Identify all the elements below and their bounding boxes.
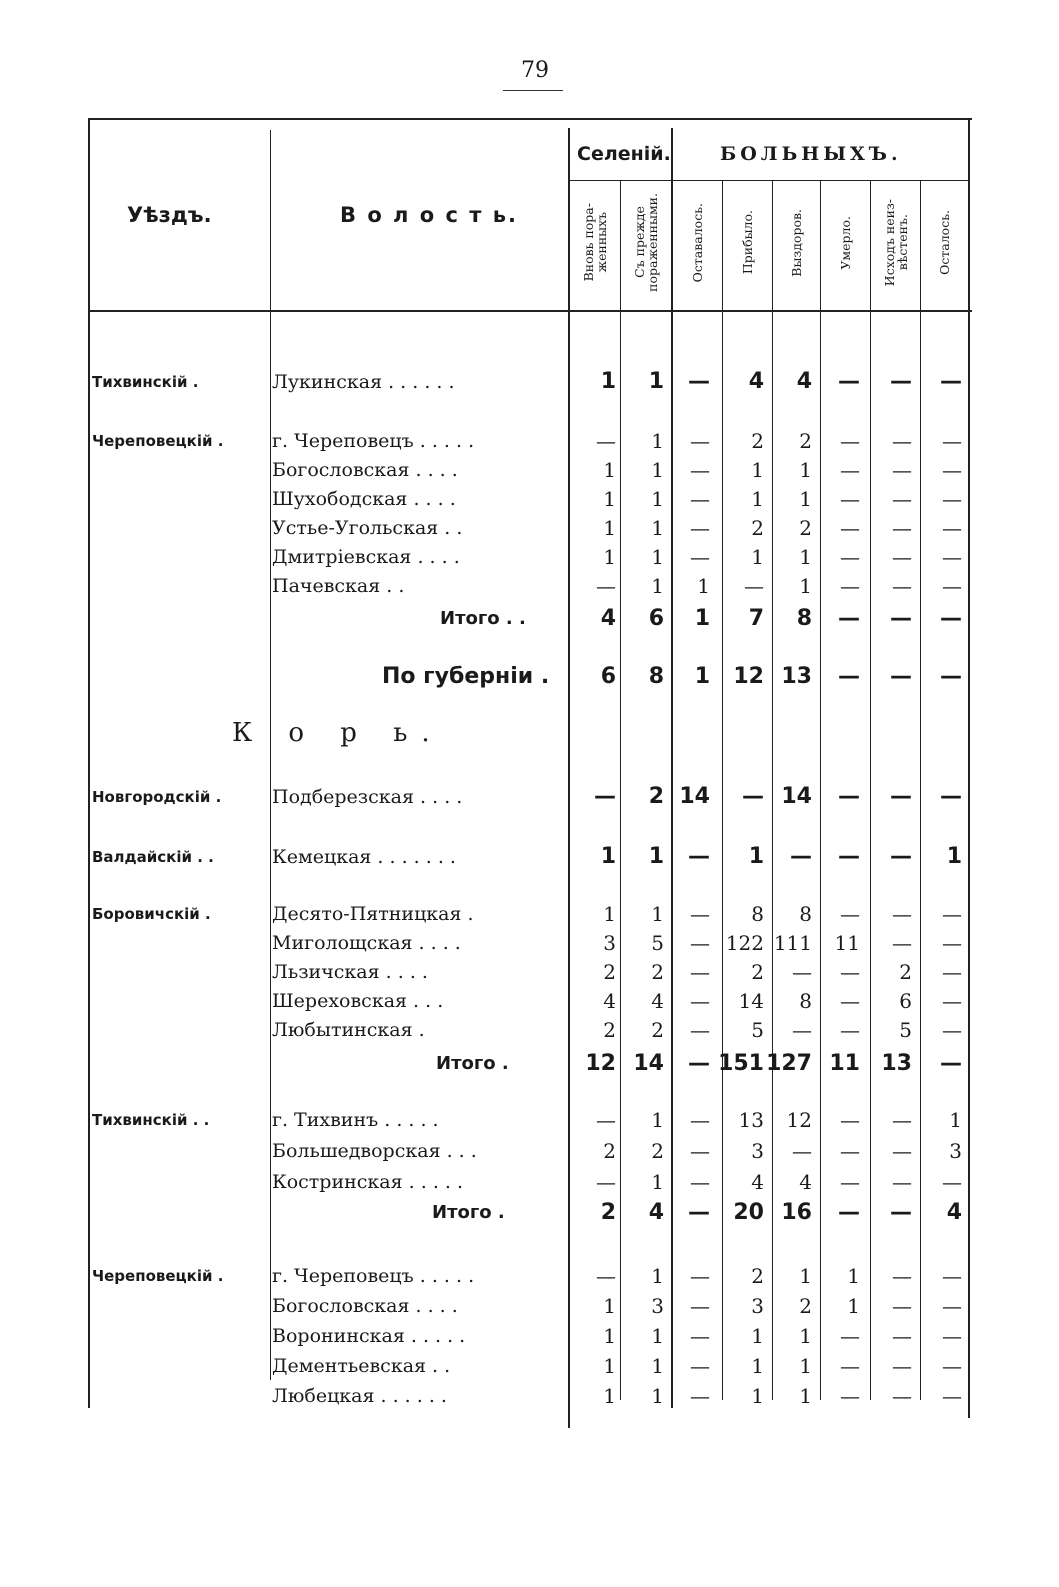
table-row: [0, 1106, 1059, 1134]
value-cell: —: [792, 1139, 812, 1163]
value-cell: —: [690, 1170, 710, 1194]
uezd-name: Тихвинскій . .: [92, 1111, 210, 1129]
value-cell: —: [596, 1264, 616, 1288]
value-cell: —: [892, 1324, 912, 1348]
value-cell: 8: [796, 606, 812, 631]
value-cell: —: [890, 844, 912, 869]
value-cell: —: [840, 1324, 860, 1348]
volost-name: Богословская . . . .: [272, 1295, 458, 1317]
volost-name: Миголощская . . . .: [272, 932, 461, 954]
value-cell: —: [838, 784, 860, 809]
value-cell: —: [790, 844, 812, 869]
header-bolnykh: БОЛЬНЫХЪ.: [720, 143, 902, 165]
uezd-name: Валдайскій . .: [92, 848, 214, 866]
value-cell: —: [942, 1384, 962, 1408]
value-cell: 1: [603, 1354, 616, 1378]
value-cell: 1: [651, 429, 664, 453]
value-cell: 1: [651, 487, 664, 511]
value-cell: —: [892, 429, 912, 453]
value-cell: —: [942, 574, 962, 598]
value-cell: —: [690, 902, 710, 926]
value-cell: —: [690, 1294, 710, 1318]
value-cell: 3: [949, 1139, 962, 1163]
value-cell: —: [690, 545, 710, 569]
value-cell: 2: [603, 1018, 616, 1042]
value-cell: —: [890, 369, 912, 394]
value-cell: 1: [651, 902, 664, 926]
volost-name: Шухободская . . . .: [272, 488, 456, 510]
value-cell: 3: [751, 1139, 764, 1163]
value-cell: 2: [751, 516, 764, 540]
value-cell: —: [840, 1018, 860, 1042]
volost-name: Воронинская . . . . .: [272, 1325, 466, 1347]
value-cell: —: [838, 1200, 860, 1225]
value-cell: —: [942, 1324, 962, 1348]
value-cell: —: [940, 606, 962, 631]
header-bottom-rule: [88, 310, 972, 312]
volost-name: Пачевская . .: [272, 575, 405, 597]
value-cell: —: [892, 1354, 912, 1378]
volost-name: Дмитріевская . . . .: [272, 546, 460, 568]
value-cell: —: [892, 931, 912, 955]
volost-name: Шереховская . . .: [272, 990, 444, 1012]
value-cell: —: [890, 664, 912, 689]
value-cell: 1: [651, 1170, 664, 1194]
value-cell: —: [690, 458, 710, 482]
value-cell: —: [840, 1354, 860, 1378]
volost-name: Подберезская . . . .: [272, 786, 463, 808]
header-col-remained-end: Осталось.: [937, 210, 952, 275]
volost-name: Десято-Пятницкая .: [272, 903, 474, 925]
value-cell: —: [840, 1108, 860, 1132]
value-cell: —: [596, 1108, 616, 1132]
value-cell: —: [690, 960, 710, 984]
table-row: [0, 1292, 1059, 1320]
value-cell: —: [838, 664, 860, 689]
value-cell: —: [942, 545, 962, 569]
value-cell: 3: [603, 931, 616, 955]
value-cell: —: [690, 487, 710, 511]
value-cell: —: [840, 1170, 860, 1194]
header-uezd: Уѣздъ.: [127, 203, 212, 227]
value-cell: 14: [633, 1051, 664, 1076]
value-cell: 4: [648, 1200, 664, 1225]
total-label: Итого .: [432, 1202, 505, 1223]
value-cell: —: [942, 458, 962, 482]
table-row: [0, 1322, 1059, 1350]
value-cell: —: [892, 516, 912, 540]
value-cell: —: [840, 545, 860, 569]
value-cell: —: [892, 1264, 912, 1288]
table-row: [0, 987, 1059, 1015]
value-cell: —: [840, 902, 860, 926]
value-cell: 2: [600, 1200, 616, 1225]
table-row: [0, 1168, 1059, 1196]
value-cell: —: [942, 902, 962, 926]
value-cell: 5: [899, 1018, 912, 1042]
value-cell: —: [840, 1384, 860, 1408]
table-row: [0, 1016, 1059, 1044]
value-cell: —: [892, 1294, 912, 1318]
value-cell: —: [942, 989, 962, 1013]
value-cell: —: [940, 784, 962, 809]
total-row: [0, 605, 1059, 633]
value-cell: —: [690, 516, 710, 540]
value-cell: 6: [648, 606, 664, 631]
value-cell: —: [840, 429, 860, 453]
value-cell: —: [942, 516, 962, 540]
value-cell: —: [892, 545, 912, 569]
value-cell: —: [892, 1384, 912, 1408]
header-col-died: Умерло.: [838, 215, 853, 270]
value-cell: 5: [651, 931, 664, 955]
value-cell: —: [892, 1108, 912, 1132]
value-cell: —: [596, 1170, 616, 1194]
value-cell: 1: [648, 369, 664, 394]
table-row: [0, 783, 1059, 811]
value-cell: —: [840, 574, 860, 598]
value-cell: —: [596, 574, 616, 598]
volost-name: г. Тихвинъ . . . . .: [272, 1109, 439, 1131]
value-cell: 1: [847, 1294, 860, 1318]
value-cell: —: [840, 487, 860, 511]
value-cell: 2: [648, 784, 664, 809]
value-cell: —: [890, 784, 912, 809]
value-cell: 2: [799, 429, 812, 453]
value-cell: —: [838, 606, 860, 631]
value-cell: 1: [651, 1354, 664, 1378]
table-row: [0, 543, 1059, 571]
table-row: [0, 1137, 1059, 1165]
value-cell: 1: [651, 574, 664, 598]
volost-name: Льзичская . . . .: [272, 961, 428, 983]
volost-name: Костринская . . . . .: [272, 1171, 464, 1193]
value-cell: 2: [799, 1294, 812, 1318]
value-cell: 1: [946, 844, 962, 869]
value-cell: 13: [881, 1051, 912, 1076]
value-cell: —: [690, 1139, 710, 1163]
value-cell: 1: [600, 369, 616, 394]
value-cell: 2: [899, 960, 912, 984]
value-cell: —: [792, 1018, 812, 1042]
value-cell: 3: [751, 1294, 764, 1318]
value-cell: 8: [751, 902, 764, 926]
table-row: [0, 514, 1059, 542]
value-cell: 4: [651, 989, 664, 1013]
total-label: По губерніи .: [382, 664, 550, 689]
value-cell: 2: [603, 960, 616, 984]
value-cell: 8: [648, 664, 664, 689]
value-cell: 1: [799, 1264, 812, 1288]
value-cell: 1: [751, 487, 764, 511]
value-cell: 1: [799, 1354, 812, 1378]
value-cell: —: [940, 1051, 962, 1076]
value-cell: —: [792, 960, 812, 984]
value-cell: —: [892, 902, 912, 926]
value-cell: —: [688, 844, 710, 869]
value-cell: —: [892, 1139, 912, 1163]
value-cell: 127: [766, 1051, 812, 1076]
table-row: [0, 1262, 1059, 1290]
value-cell: 1: [603, 902, 616, 926]
value-cell: —: [942, 1354, 962, 1378]
value-cell: 1: [751, 545, 764, 569]
table-row: [0, 900, 1059, 928]
value-cell: 2: [751, 1264, 764, 1288]
value-cell: —: [892, 487, 912, 511]
value-cell: —: [942, 487, 962, 511]
volost-name: Любецкая . . . . . .: [272, 1385, 447, 1407]
value-cell: —: [744, 574, 764, 598]
value-cell: 2: [751, 429, 764, 453]
value-cell: 1: [603, 545, 616, 569]
value-cell: —: [742, 784, 764, 809]
table-row: [0, 843, 1059, 871]
value-cell: 13: [781, 664, 812, 689]
value-cell: —: [688, 1051, 710, 1076]
value-cell: —: [690, 931, 710, 955]
value-cell: —: [942, 1018, 962, 1042]
value-cell: 12: [786, 1108, 812, 1132]
value-cell: —: [690, 989, 710, 1013]
total-label: Итого .: [436, 1053, 509, 1074]
value-cell: 12: [733, 664, 764, 689]
value-cell: 122: [725, 931, 764, 955]
value-cell: 14: [738, 989, 764, 1013]
volost-name: Любытинская .: [272, 1019, 425, 1041]
value-cell: 13: [738, 1108, 764, 1132]
value-cell: 1: [751, 1324, 764, 1348]
table-row: [0, 572, 1059, 600]
volost-name: г. Череповецъ . . . . .: [272, 1265, 475, 1287]
value-cell: —: [688, 369, 710, 394]
value-cell: 4: [603, 989, 616, 1013]
value-cell: 1: [799, 545, 812, 569]
value-cell: —: [838, 844, 860, 869]
value-cell: 1: [799, 458, 812, 482]
header-col-recovered: Выздоров.: [789, 208, 804, 277]
volost-name: Кемецкая . . . . . . .: [272, 846, 456, 868]
value-cell: 3: [651, 1294, 664, 1318]
value-cell: —: [942, 429, 962, 453]
value-cell: 1: [751, 1384, 764, 1408]
value-cell: —: [690, 1324, 710, 1348]
value-cell: 6: [600, 664, 616, 689]
value-cell: —: [840, 960, 860, 984]
uezd-name: Череповецкій .: [92, 432, 224, 450]
value-cell: —: [940, 369, 962, 394]
value-cell: 6: [899, 989, 912, 1013]
value-cell: 1: [600, 844, 616, 869]
header-seleniy: Селеній.: [577, 143, 671, 165]
value-cell: —: [892, 574, 912, 598]
value-cell: —: [840, 989, 860, 1013]
value-cell: 4: [946, 1200, 962, 1225]
header-col-remained-start: Оставалось.: [690, 202, 705, 283]
value-cell: 1: [799, 487, 812, 511]
value-cell: 1: [949, 1108, 962, 1132]
uezd-name: Череповецкій .: [92, 1267, 224, 1285]
page-number-rule: [503, 90, 563, 91]
value-cell: 4: [796, 369, 812, 394]
value-cell: —: [840, 458, 860, 482]
table-row: [0, 456, 1059, 484]
table-top-rule: [88, 118, 972, 120]
value-cell: 8: [799, 902, 812, 926]
volost-name: Богословская . . . .: [272, 459, 458, 481]
value-cell: 1: [694, 606, 710, 631]
value-cell: 1: [799, 574, 812, 598]
value-cell: 2: [603, 1139, 616, 1163]
value-cell: 111: [773, 931, 812, 955]
uezd-name: Боровичскій .: [92, 905, 211, 923]
volost-name: Дементьевская . .: [272, 1355, 451, 1377]
page-number: 79: [521, 58, 549, 83]
value-cell: 1: [799, 1384, 812, 1408]
section-title: К о р ь.: [232, 718, 444, 748]
value-cell: 1: [603, 1384, 616, 1408]
value-cell: 5: [751, 1018, 764, 1042]
value-cell: 1: [748, 844, 764, 869]
value-cell: —: [690, 1264, 710, 1288]
value-cell: 1: [651, 516, 664, 540]
value-cell: —: [690, 1108, 710, 1132]
value-cell: 4: [799, 1170, 812, 1194]
volost-name: г. Череповецъ . . . . .: [272, 430, 475, 452]
value-cell: 8: [799, 989, 812, 1013]
value-cell: —: [892, 458, 912, 482]
value-cell: 2: [799, 516, 812, 540]
value-cell: 2: [651, 960, 664, 984]
value-cell: 7: [748, 606, 764, 631]
header-volost: В о л о с т ь.: [340, 203, 518, 227]
value-cell: —: [690, 1018, 710, 1042]
table-row: [0, 958, 1059, 986]
table-row: [0, 485, 1059, 513]
value-cell: —: [840, 1139, 860, 1163]
uezd-name: Тихвинскій .: [92, 373, 199, 391]
value-cell: —: [942, 1170, 962, 1194]
value-cell: 1: [694, 664, 710, 689]
value-cell: 1: [651, 458, 664, 482]
value-cell: 14: [781, 784, 812, 809]
volost-name: Устье-Угольская . .: [272, 517, 463, 539]
value-cell: —: [942, 931, 962, 955]
value-cell: 1: [751, 458, 764, 482]
value-cell: 1: [697, 574, 710, 598]
value-cell: —: [690, 1354, 710, 1378]
value-cell: 1: [651, 1324, 664, 1348]
header-col-new: Вновь пора- женныхъ: [581, 203, 609, 282]
table-row: [0, 427, 1059, 455]
header-col-unknown: Исходъ неиз- вѣстенъ.: [881, 198, 910, 287]
value-cell: 151: [718, 1051, 764, 1076]
header-col-prior: Съ прежде пораженными.: [632, 193, 660, 292]
header-col-arrived: Прибыло.: [740, 210, 755, 275]
total-row: [0, 663, 1059, 691]
value-cell: 1: [603, 1324, 616, 1348]
value-cell: 1: [603, 458, 616, 482]
value-cell: —: [942, 1294, 962, 1318]
value-cell: —: [594, 784, 616, 809]
value-cell: —: [942, 960, 962, 984]
value-cell: 1: [603, 516, 616, 540]
value-cell: —: [596, 429, 616, 453]
value-cell: 2: [651, 1018, 664, 1042]
volost-name: Большедворская . . .: [272, 1140, 477, 1162]
value-cell: —: [838, 369, 860, 394]
value-cell: 11: [829, 1051, 860, 1076]
value-cell: 1: [603, 1294, 616, 1318]
value-cell: 1: [651, 1384, 664, 1408]
value-cell: 1: [847, 1264, 860, 1288]
value-cell: 16: [781, 1200, 812, 1225]
value-cell: 4: [751, 1170, 764, 1194]
value-cell: 1: [651, 1264, 664, 1288]
value-cell: 4: [600, 606, 616, 631]
value-cell: 1: [603, 487, 616, 511]
value-cell: —: [690, 429, 710, 453]
value-cell: 1: [648, 844, 664, 869]
value-cell: —: [690, 1384, 710, 1408]
table-row: [0, 1382, 1059, 1410]
value-cell: —: [890, 1200, 912, 1225]
value-cell: 1: [651, 1108, 664, 1132]
value-cell: 1: [651, 545, 664, 569]
value-cell: —: [940, 664, 962, 689]
value-cell: 4: [748, 369, 764, 394]
value-cell: 11: [834, 931, 860, 955]
total-row: [0, 1050, 1059, 1078]
value-cell: —: [890, 606, 912, 631]
value-cell: —: [840, 516, 860, 540]
table-row: [0, 368, 1059, 396]
volost-name: Лукинская . . . . . .: [272, 371, 455, 393]
value-cell: 1: [799, 1324, 812, 1348]
value-cell: 20: [733, 1200, 764, 1225]
table-row: [0, 1352, 1059, 1380]
value-cell: 2: [651, 1139, 664, 1163]
table-row: [0, 929, 1059, 957]
value-cell: 12: [585, 1051, 616, 1076]
total-label: Итого . .: [440, 608, 526, 629]
uezd-name: Новгородскій .: [92, 788, 222, 806]
value-cell: 1: [751, 1354, 764, 1378]
value-cell: 14: [679, 784, 710, 809]
value-cell: —: [892, 1170, 912, 1194]
total-row: [0, 1199, 1059, 1227]
volost-numbers-divider: [568, 128, 570, 1428]
value-cell: —: [688, 1200, 710, 1225]
value-cell: —: [942, 1264, 962, 1288]
value-cell: 2: [751, 960, 764, 984]
